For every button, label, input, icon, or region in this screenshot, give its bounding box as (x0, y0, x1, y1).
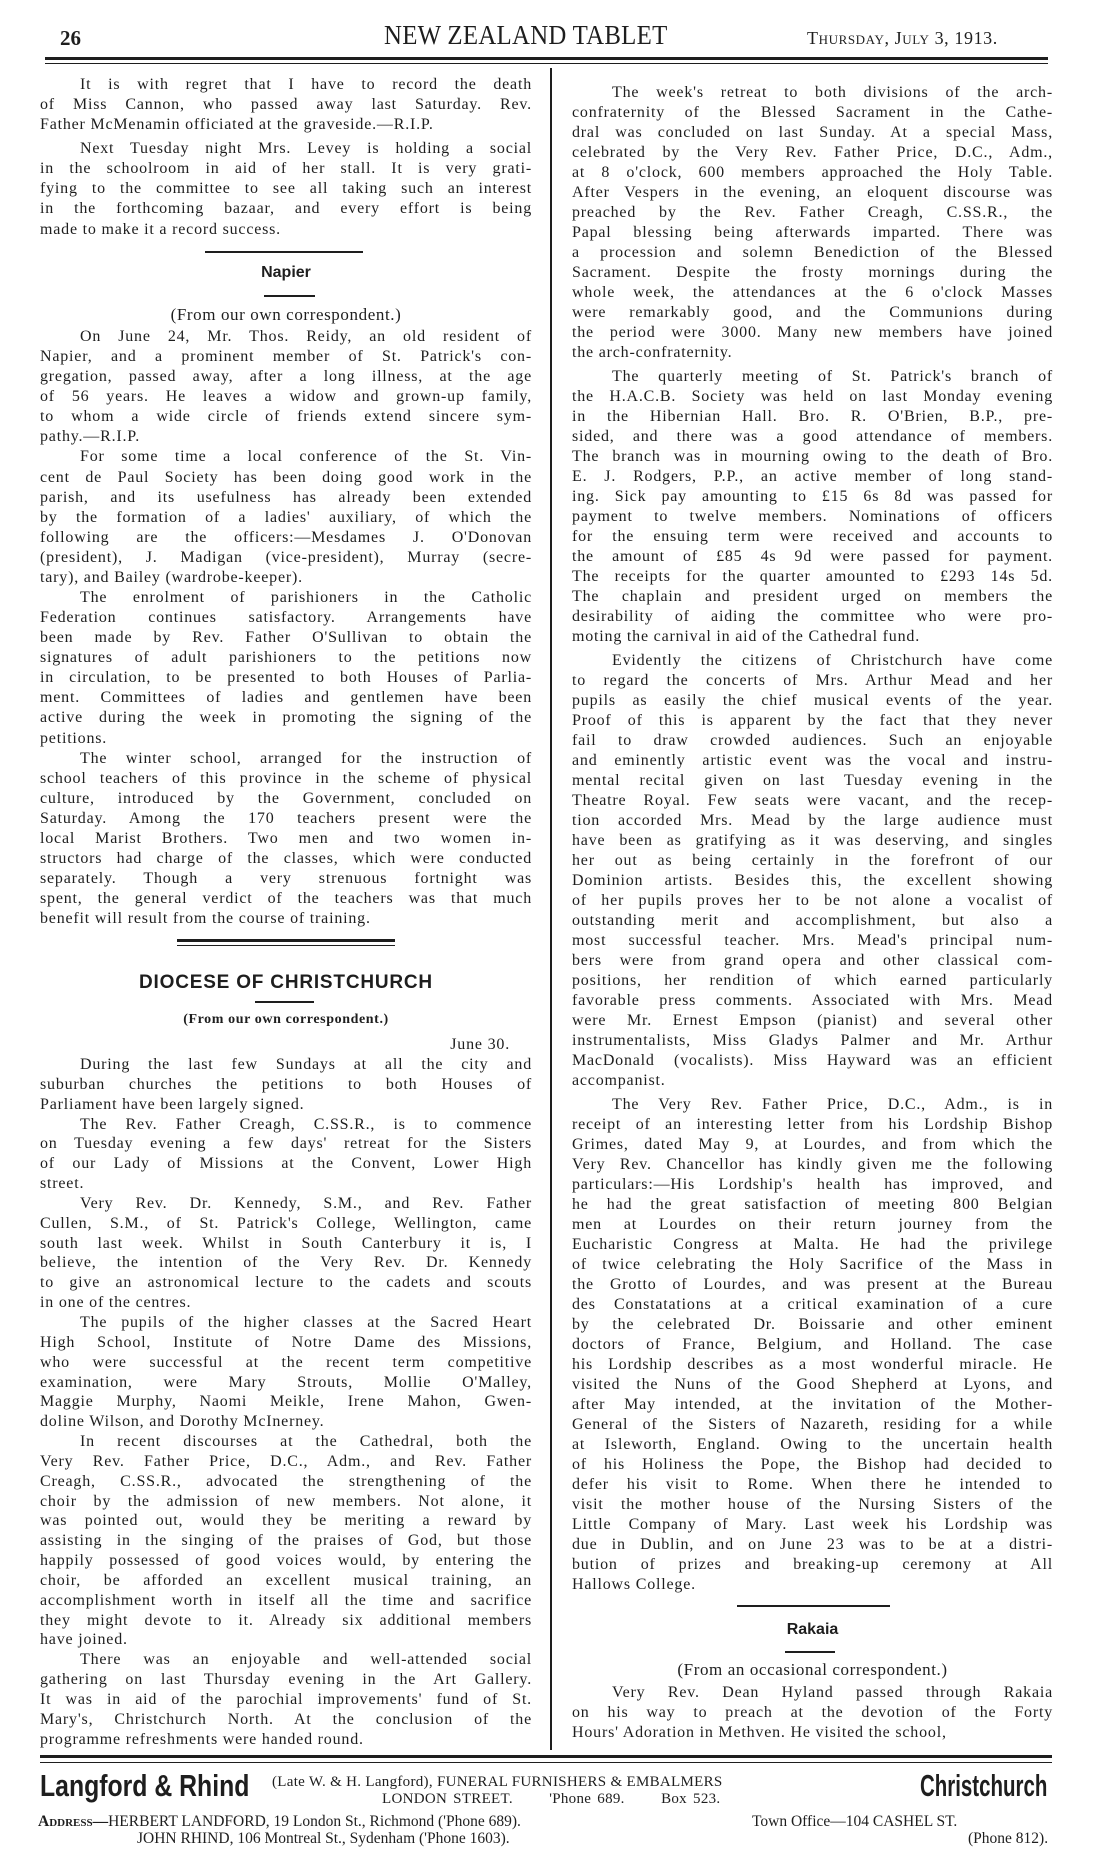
text-line: Dominion artists. Besides this, the excellent showing (572, 872, 1053, 889)
text-line: of twice celebrating the Holy Sacrifice of the Mass in (572, 1256, 1053, 1273)
text-line: petitions. (40, 729, 108, 747)
text-line: the H.A.C.B. Society was held on last Monday evening (572, 388, 1053, 405)
text-line: in the forthcoming bazaar, and every effort is being (40, 200, 532, 218)
text-line: culture, introduced by the Government, concluded on (40, 789, 532, 807)
text-line: The chaplain and president urged on members the (572, 588, 1053, 605)
text-line: believe, the intention of the Very Rev. Dr. Kennedy (40, 1254, 532, 1272)
text-line: parish, and its usefulness has already been extended (40, 488, 532, 506)
text-line: Parliament have been largely signed. (40, 1095, 305, 1113)
text-line: Eucharistic Congress at Malta. He had the privilege (572, 1236, 1053, 1253)
text-line: Napier, and a prominent member of St. Patrick's con- (40, 348, 532, 366)
text-line: payment to twelve members. Nominations of officers (572, 508, 1053, 525)
heading-underline (255, 1001, 314, 1003)
text-line: of his Holiness the Pope, the Bishop had decided to (572, 1456, 1053, 1473)
intro-article (40, 75, 532, 244)
paragraph (40, 1194, 532, 1313)
text-line: the amount of £85 4s 9d were passed for payment. (572, 548, 1053, 565)
text-line: made to make it a record success. (40, 220, 281, 238)
text-line: they might devote to it. Already six additional members (40, 1611, 532, 1629)
heading-underline (785, 1651, 835, 1653)
text-line: tary), and Bailey (wardrobe-keeper). (40, 568, 303, 586)
text-line: a procession and solemn Benediction of the Blessed (572, 244, 1053, 261)
diocese-byline: (From our own correspondent.) (183, 1012, 389, 1027)
text-line: The enrolment of parishioners in the Catholic (80, 589, 532, 607)
text-line: in the Hibernian Hall. Bro. R. O'Brien, B.P., pre- (572, 408, 1053, 425)
text-line: pupils as easily the chief musical events of the year. (572, 692, 1053, 709)
issue-date: Thursday, July 3, 1913. (807, 28, 998, 48)
text-line: It is with regret that I have to record the death (80, 76, 532, 93)
text-line: on Tuesday evening a few days' retreat for the Sisters (40, 1135, 532, 1153)
paragraph (40, 139, 532, 239)
text-line: accomplishment worth in itself all the time and sacrifice (40, 1591, 532, 1609)
text-line: On June 24, Mr. Thos. Reidy, an old resident of (80, 328, 532, 345)
text-line: he had the great satisfaction of meeting 800 Belgian (572, 1196, 1053, 1213)
footer-rule-thin (40, 1762, 1052, 1763)
text-line: programme refreshments were handed round. (40, 1730, 364, 1748)
text-line: celebrated by the Very Rev. Father Price, D.C., Adm., (572, 144, 1053, 161)
text-line: cent de Paul Society has been doing good work in the (40, 468, 532, 486)
section-rule (205, 251, 363, 253)
text-line: in circulation, to be presented to both Houses of Parlia- (40, 669, 532, 687)
text-line: High School, Institute of Notre Dame des Missions, (40, 1333, 532, 1351)
text-line: choir, be afforded an excellent musical training, an (40, 1571, 532, 1589)
text-line: For some time a local conference of the St. Vin- (80, 448, 532, 466)
text-line: The Very Rev. Father Price, D.C., Adm., is in (612, 1096, 1053, 1113)
text-line: structors had charge of the classes, which were conducted (40, 850, 532, 868)
text-line: to whom a wide circle of friends extend sincere sym- (40, 408, 532, 426)
text-line: and eminently artistic event was the vocal and instru- (572, 752, 1053, 769)
text-line: particulars:—His Lordship's health has improved, and (572, 1176, 1053, 1193)
text-line: Little Company of Mary. Last week his Lordship was (572, 1516, 1053, 1533)
text-line: by the formation of a ladies' auxiliary, of which the (40, 508, 532, 526)
text-line: at 8 o'clock, 600 members approached the Holy Table. (572, 164, 1053, 181)
text-line: have been as gratifying as it was deserving, and singles (572, 832, 1053, 849)
napier-heading: Napier (261, 264, 311, 281)
text-line: bution of prizes and breaking-up ceremony at All (572, 1556, 1053, 1573)
address-line-1 (38, 1813, 521, 1831)
text-line: Hours' Adoration in Methven. He visited the school, (572, 1724, 947, 1741)
text-line: The quarterly meeting of St. Patrick's branch of (612, 368, 1053, 385)
paragraph (40, 1055, 532, 1115)
paragraph (40, 1432, 532, 1650)
firm-name: Langford & Rhind (40, 1768, 250, 1803)
town-office: Town Office—104 CASHEL ST. (752, 1813, 958, 1830)
address-label: Address— (38, 1813, 109, 1830)
text-line: assisting in the singing of the praises of God, but those (40, 1532, 532, 1550)
text-line: The branch was in mourning owing to the death of Bro. (572, 448, 1053, 465)
text-line: Maggie Murphy, Naomi Meikle, Irene Mahon, Gwen- (40, 1393, 532, 1411)
text-line: The receipts for the quarter amounted to £293 14s 5d. (572, 568, 1053, 585)
text-line: Saturday. Among the 170 teachers present were the (40, 809, 532, 827)
text-line: Cullen, S.M., of St. Patrick's College, Wellington, came (40, 1214, 532, 1232)
text-line: Federation continues satisfactory. Arrangements have (40, 609, 532, 627)
text-line: Grimes, dated May 9, at Lourdes, and from which the (572, 1136, 1053, 1153)
text-line: The week's retreat to both divisions of the arch- (612, 84, 1053, 101)
text-line: street. (40, 1175, 85, 1193)
address-line-2 (137, 1830, 510, 1848)
text-line: fying to the committee to see all taking such an interest (40, 180, 532, 198)
text-line: school teachers of this province in the scheme of physical (40, 769, 532, 787)
page-number: 26 (60, 26, 81, 50)
paragraph (572, 1095, 1053, 1595)
box: Box 523. (661, 1791, 721, 1807)
text-line: sided, and there was a good attendance of members. (572, 428, 1053, 445)
text-line: signatures of adult parishioners to the petitions now (40, 649, 532, 667)
text-line: MacDonald (vocalists). Miss Hayward was an efficient (572, 1052, 1053, 1069)
paragraph (40, 75, 532, 135)
text-line: Next Tuesday night Mrs. Levey is holding a social (80, 140, 532, 158)
rakaia-byline: (From an occasional correspondent.) (677, 1660, 948, 1679)
text-line: at Isleworth, England. Owing to the uncertain health (572, 1436, 1053, 1453)
rakaia-heading: Rakaia (786, 1621, 839, 1638)
text-line: men at Lourdes on their return journey from the (572, 1216, 1053, 1233)
paragraph (40, 588, 532, 749)
text-line: Very Rev. Father Price, D.C., Adm., and Rev. Father (40, 1452, 532, 1470)
text-line: suburban churches the petitions to both Houses of (40, 1075, 532, 1093)
text-line: local Marist Brothers. Two men and two women in- (40, 829, 532, 847)
text-line: her out as being certainly in the forefront of our (572, 852, 1053, 869)
text-line: pathy.—R.I.P. (40, 428, 141, 446)
text-line: favorable press comments. Associated with Mrs. Mead (572, 992, 1053, 1009)
text-line: Theatre Royal. Few seats were vacant, and the recep- (572, 792, 1053, 809)
address-1: HERBERT LANDFORD, 19 London St., Richmond ('Phone 689). (108, 1813, 521, 1830)
text-line: to regard the concerts of Mrs. Arthur Mead and her (572, 672, 1053, 689)
text-line: of her pupils proves her to be not alone a vocalist of (572, 892, 1053, 909)
text-line: in the schoolroom in aid of her stall. It is very grati- (40, 160, 532, 178)
paragraph (40, 1313, 532, 1432)
text-line: In recent discourses at the Cathedral, both the (80, 1433, 532, 1451)
text-line: due in Dublin, and on June 23 was to be at a distri- (572, 1536, 1053, 1553)
text-line: the period were 3000. Many new members have joined (572, 324, 1053, 341)
town-phone: (Phone 812). (968, 1830, 1049, 1847)
diocese-article (40, 1055, 532, 1750)
text-line: visit the mother house of the Nursing Sisters of the (572, 1496, 1053, 1513)
paragraph (572, 83, 1053, 363)
text-line: have joined. (40, 1631, 128, 1649)
footer-rule-thick (40, 1755, 1052, 1758)
phone: 'Phone 689. (549, 1791, 625, 1807)
text-line: E. J. Rodgers, P.P., an active member of long stand- (572, 468, 1053, 485)
diocese-heading: DIOCESE OF CHRISTCHURCH (139, 972, 433, 993)
text-line: to give an astronomical lecture to the cadets and scouts (40, 1274, 532, 1292)
late-firm: (Late W. & H. Langford), (272, 1774, 433, 1790)
text-line: after May intended, at the invitation of the Mother- (572, 1396, 1053, 1413)
text-line: gathering on last Thursday evening in the Art Gallery. (40, 1671, 532, 1689)
text-line: Mary's, Christchurch North. At the conclusion of the (40, 1710, 532, 1728)
text-line: whole week, the attendances at the 6 o'clock Masses (572, 284, 1053, 301)
section-rule (737, 1605, 890, 1607)
text-line: ment. Committees of ladies and gentlemen have been (40, 689, 532, 707)
text-line: examination, were Mary Strouts, Mollie O'Malley, (40, 1373, 532, 1391)
paragraph (572, 651, 1053, 1091)
text-line: Creagh, C.SS.R., advocated the strengthening of the (40, 1472, 532, 1490)
text-line: benefit will result from the course of training. (40, 910, 371, 928)
text-line: receipt of an interesting letter from his Lordship Bishop (572, 1116, 1053, 1133)
text-line: preached by the Rev. Father Creagh, C.SS.R., the (572, 204, 1053, 221)
text-line: accompanist. (572, 1072, 666, 1089)
paragraph (40, 749, 532, 930)
napier-byline: (From our own correspondent.) (170, 305, 402, 324)
text-line: on his way to preach at the devotion of the Forty (572, 1704, 1053, 1721)
text-line: of Miss Cannon, who passed away last Saturday. Rev. (40, 96, 532, 114)
text-line: was pointed out, would they be meriting a reward by (40, 1512, 532, 1530)
advert-firm-name (40, 1769, 302, 1803)
text-line: of 56 years. He leaves a widow and grown-up family, (40, 388, 532, 406)
dateline: June 30. (450, 1036, 510, 1053)
text-line: doctors of France, Belgium, and Holland. The case (572, 1336, 1053, 1353)
text-line: in one of the centres. (40, 1294, 192, 1312)
text-line: been made by Rev. Father O'Sullivan to obtain the (40, 629, 532, 647)
text-line: the arch-confraternity. (572, 344, 733, 361)
paragraph (40, 1650, 532, 1749)
text-line: choir by the admission of new members. Not alone, it (40, 1492, 532, 1510)
street: LONDON STREET. (382, 1791, 513, 1807)
text-line: the Grotto of Lourdes, and was present at the Bureau (572, 1276, 1053, 1293)
text-line: The winter school, arranged for the instruction of (80, 749, 532, 767)
text-line: for the ensuing term were received and accounts to (572, 528, 1053, 545)
text-line: confraternity of the Blessed Sacrament in the Cathe- (572, 104, 1053, 121)
text-line: Hallows College. (572, 1576, 696, 1593)
text-line: mental recital given on last Tuesday evening in the (572, 772, 1053, 789)
city: Christchurch (920, 1768, 1048, 1803)
text-line: Evidently the citizens of Christchurch have come (612, 652, 1053, 669)
double-rule-top (177, 939, 395, 942)
newspaper-title: NEW ZEALAND TABLET (384, 20, 668, 50)
text-line: Very Rev. Chancellor has kindly given me the following (572, 1156, 1053, 1173)
text-line: The Rev. Father Creagh, C.SS.R., is to commence (80, 1115, 532, 1133)
text-line: There was an enjoyable and well-attended social (80, 1651, 532, 1669)
text-line: The pupils of the higher classes at the Sacred Heart (80, 1313, 532, 1331)
napier-article (40, 327, 532, 929)
text-line: outstanding merit and accomplishment, but also a (572, 912, 1053, 929)
text-line: active during the week in promoting the signing of the (40, 709, 532, 727)
text-line: positions, her rendition of which earned particularly (572, 972, 1053, 989)
header-rule-thick (45, 57, 1048, 60)
text-line: fail to draw crowded audiences. Such an enjoyable (572, 732, 1053, 749)
text-line: defer his visit to Rome. When there he intended to (572, 1476, 1053, 1493)
text-line: Father McMenamin officiated at the graveside.—R.I.P. (40, 116, 434, 134)
text-line: dral was concluded on last Sunday. At a special Mass, (572, 124, 1053, 141)
text-line: who were successful at the recent term competitive (40, 1353, 532, 1371)
text-line: gregation, passed away, after a long illness, at the age (40, 368, 532, 386)
text-line: ing. Sick pay amounting to £15 6s 8d was passed for (572, 488, 1053, 505)
rakaia-article (572, 1683, 1053, 1747)
paragraph (572, 367, 1053, 647)
text-line: desirability of aiding the committee who were pro- (572, 608, 1053, 625)
text-line: tion accorded Mrs. Mead by the large audience must (572, 812, 1053, 829)
paragraph (40, 327, 532, 447)
column-divider (550, 68, 552, 1750)
text-line: of our Lady of Missions at the Convent, Lower High (40, 1155, 532, 1173)
text-line: following are the officers:—Mesdames J. O'Donovan (40, 528, 532, 546)
trade: FUNERAL FURNISHERS & EMBALMERS (436, 1774, 723, 1790)
text-line: were remarkably good, and the Communions during (572, 304, 1053, 321)
text-line: doline Wilson, and Dorothy McInerney. (40, 1413, 325, 1431)
text-line: separately. Though a very strenuous fortnight was (40, 870, 532, 888)
text-line: spent, the general verdict of the teachers was that much (40, 890, 532, 908)
text-line: Very Rev. Dr. Kennedy, S.M., and Rev. Father (80, 1194, 532, 1212)
text-line: (president), J. Madigan (vice-president), Murray (secre- (40, 548, 532, 566)
text-line: des Constatations at a critical examination of a cure (572, 1296, 1053, 1313)
text-line: were Mr. Ernest Empson (pianist) and several other (572, 1012, 1053, 1029)
advert-trade-line (272, 1774, 723, 1791)
text-line: Very Rev. Dean Hyland passed through Rakaia (612, 1684, 1053, 1701)
text-line: bers were from grand opera and other classical com- (572, 952, 1053, 969)
double-rule-bottom (177, 945, 395, 946)
text-line: visited the Nuns of the Good Shepherd at Lyons, and (572, 1376, 1053, 1393)
text-line: Proof of this is apparent by the fact that they never (572, 712, 1053, 729)
header-rule-thin (45, 63, 1048, 64)
text-line: south last week. Whilst in South Canterbury it is, I (40, 1234, 532, 1252)
text-line: General of the Sisters of Nazareth, residing for a while (572, 1416, 1053, 1433)
advert-city (920, 1769, 1113, 1803)
text-line: moting the carnival in aid of the Cathedral fund. (572, 628, 920, 645)
text-line: It was in aid of the parochial improvements' fund of St. (40, 1691, 532, 1708)
text-line: happily possessed of good voices would, by entering the (40, 1552, 532, 1570)
address-2: JOHN RHIND, 106 Montreal St., Sydenham ('Phone 1603). (137, 1830, 510, 1847)
christchurch-continued-article (572, 83, 1053, 1599)
text-line: Papal blessing being afterwards imparted. There was (572, 224, 1053, 241)
heading-underline (264, 295, 315, 297)
text-line: After Vespers in the evening, an eloquent discourse was (572, 184, 1053, 201)
paragraph (40, 447, 532, 588)
text-line: by the celebrated Dr. Boissarie and other eminent (572, 1316, 1053, 1333)
text-line: Sacrament. Despite the frosty mornings during the (572, 264, 1053, 281)
text-line: most successful teacher. Mrs. Mead's principal num- (572, 932, 1053, 949)
advert-street-line (382, 1791, 720, 1808)
paragraph (40, 1115, 532, 1194)
text-line: During the last few Sundays at all the city and (80, 1056, 532, 1073)
text-line: his Lordship describes as a most wonderful miracle. He (572, 1356, 1053, 1373)
text-line: instrumentalists, Miss Gladys Palmer and Mr. Arthur (572, 1032, 1053, 1049)
paragraph (572, 1683, 1053, 1743)
